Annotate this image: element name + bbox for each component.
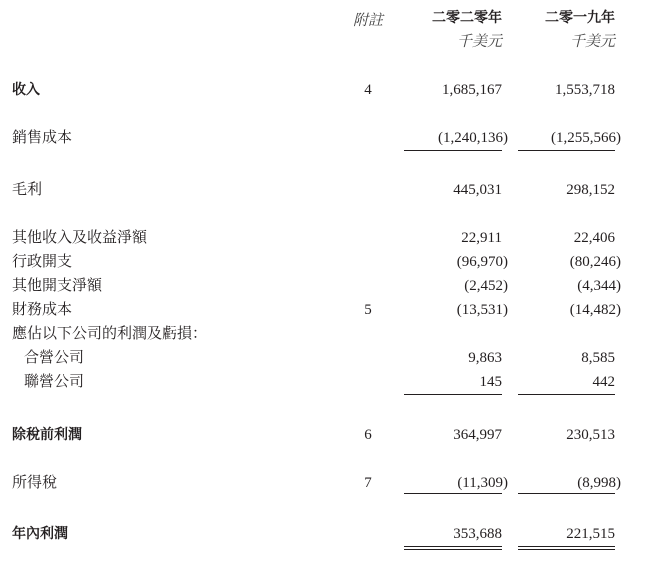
row-note: 7 [364,475,372,491]
value-2020: 364,997 [453,427,502,443]
year-2020-header: 二零二零年 [432,10,502,26]
row-label: 其他開支淨額 [12,278,103,294]
row-note: 4 [364,82,372,98]
subtotal-rule-2020 [404,150,502,151]
subtotal-rule-2020 [404,394,502,395]
value-2020: (96,970) [456,254,508,270]
value-2019: (1,255,566) [551,130,621,146]
value-2019: (14,482) [569,302,621,318]
subtotal-rule-2019 [518,394,615,395]
value-2019: 1,553,718 [555,82,615,98]
row-label: 毛利 [12,182,43,198]
row-label: 行政開支 [12,254,73,270]
row-label: 財務成本 [12,302,73,318]
subtotal-rule-2020 [404,493,502,494]
unit-2019-header: 千美元 [569,34,615,50]
subtotal-rule-2019 [518,150,615,151]
value-2019: (4,344) [577,278,621,294]
row-label: 其他收入及收益淨額 [12,230,148,246]
row-label: 銷售成本 [12,130,73,146]
value-2020: 9,863 [468,350,502,366]
value-2019: 230,513 [566,427,615,443]
row-label: 除稅前利潤 [12,427,82,443]
row-label: 應佔以下公司的利潤及虧損： [12,326,208,342]
value-2020: (2,452) [464,278,508,294]
value-2020: 1,685,167 [442,82,502,98]
value-2020: (1,240,136) [438,130,508,146]
value-2020: 22,911 [461,230,502,246]
row-note: 5 [364,302,372,318]
subtotal-rule-2019 [518,493,615,494]
value-2019: 221,515 [566,526,615,542]
value-2019: (8,998) [577,475,621,491]
total-double-rule-2020-bottom [404,549,502,550]
total-double-rule-2019-top [518,546,615,547]
value-2019: (80,246) [569,254,621,270]
value-2019: 22,406 [573,230,615,246]
row-label: 收入 [12,82,40,98]
value-2020: 145 [479,374,502,390]
total-double-rule-2019-bottom [518,549,615,550]
row-note: 6 [364,427,372,443]
value-2020: 353,688 [453,526,502,542]
value-2020: (11,309) [457,475,508,491]
value-2020: 445,031 [453,182,502,198]
total-double-rule-2020-top [404,546,502,547]
value-2020: (13,531) [456,302,508,318]
row-label: 聯營公司 [24,374,85,390]
value-2019: 8,585 [581,350,615,366]
row-label: 年內利潤 [12,526,68,542]
row-label: 所得稅 [12,475,58,491]
unit-2020-header: 千美元 [456,34,502,50]
row-label: 合營公司 [24,350,85,366]
year-2019-header: 二零一九年 [545,10,615,26]
value-2019: 298,152 [566,182,615,198]
note-column-header: 附註 [352,13,383,29]
value-2019: 442 [592,374,615,390]
